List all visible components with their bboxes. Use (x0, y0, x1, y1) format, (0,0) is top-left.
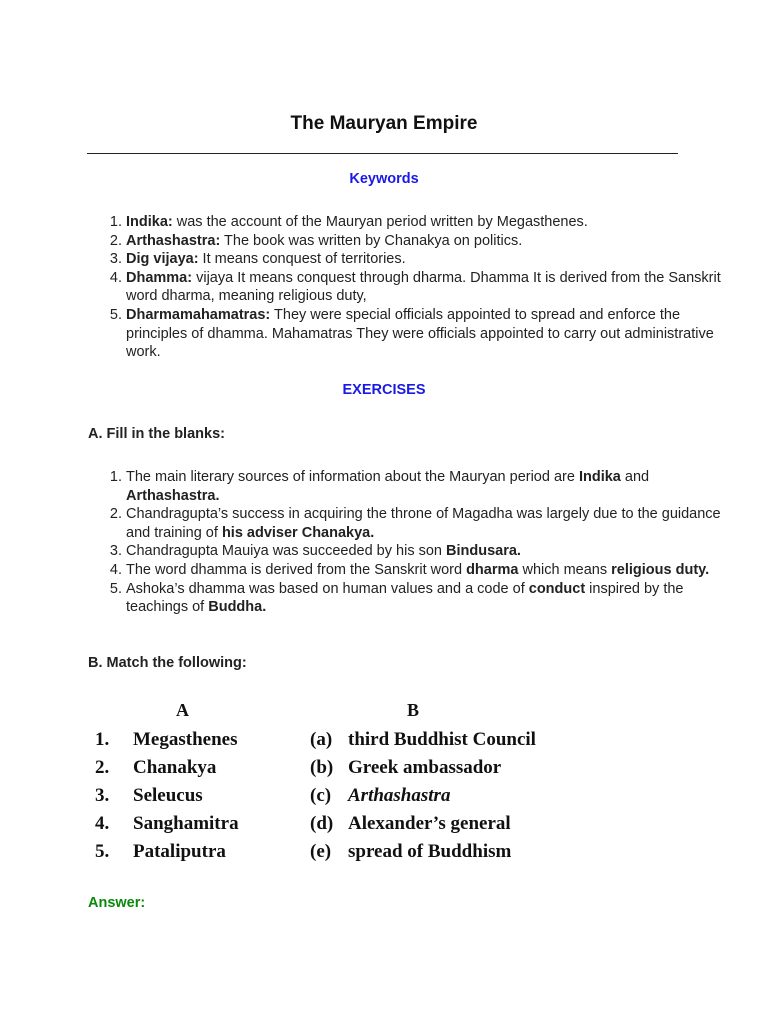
column-b-heading: B (407, 700, 420, 720)
column-a-item: Megasthenes (133, 729, 238, 750)
column-a-item: Pataliputra (133, 841, 226, 862)
keyword-term: Dhamma: (126, 269, 193, 286)
keyword-item (126, 269, 721, 306)
match-row (92, 841, 552, 869)
item-answer: his adviser Chanakya. (221, 524, 375, 541)
section-a-label: A. Fill in the blanks: (88, 426, 225, 442)
match-row (92, 757, 552, 785)
column-a-item: Seleucus (133, 785, 203, 806)
item-text: inspired by the teachings of (126, 580, 684, 616)
keyword-item (126, 306, 721, 362)
match-table-image (92, 700, 552, 872)
item-answer: dharma (466, 561, 519, 578)
row-letter: (c) (310, 785, 332, 806)
fill-blank-item (126, 505, 721, 542)
item-answer: Indika (578, 469, 621, 485)
fill-blank-item (126, 561, 721, 580)
column-b-item: third Buddhist Council (348, 729, 536, 750)
keyword-term: Indika: (126, 214, 173, 230)
fill-blank-item (126, 580, 721, 617)
match-row (92, 813, 552, 841)
row-letter: (d) (310, 813, 334, 834)
item-text: and (620, 469, 650, 485)
keyword-term: Dig vijaya: (126, 251, 199, 268)
row-number: 4. (95, 813, 110, 834)
row-letter: (e) (310, 841, 332, 862)
column-b-item: spread of Buddhism (348, 841, 512, 862)
answer-label: Answer: (88, 895, 146, 911)
keyword-term: Arthashastra: (126, 232, 221, 249)
keyword-text: was the account of the Mauryan period written by Megasthenes. (172, 214, 588, 230)
fill-blank-item (126, 468, 721, 505)
keyword-text: They were special officials appointed to spread and enforce the principles of dhamma. Mahamatras They were officials appointed to carry out administrative work. (126, 306, 714, 361)
item-answer: Buddha. (208, 599, 267, 616)
column-b-item: Greek ambassador (348, 757, 502, 778)
exercises-heading: EXERCISES (342, 382, 426, 398)
row-number: 1. (95, 729, 110, 750)
item-answer: conduct (528, 580, 586, 597)
column-b-item: Arthashastra (348, 785, 451, 806)
row-number: 2. (95, 757, 110, 778)
match-row (92, 785, 552, 813)
row-number: 3. (95, 785, 110, 806)
keywords-list (87, 213, 721, 362)
column-a-heading: A (176, 700, 189, 720)
keywords-heading: Keywords (349, 171, 419, 187)
section-b-label: B. Match the following: (88, 655, 247, 671)
keyword-text: vijaya It means conquest through dharma. Dhamma It is derived from the Sanskrit word dharma, meaning religious duty, (126, 269, 721, 305)
keyword-term: Dharmamahamatras: (126, 306, 271, 323)
item-text: Ashoka’s dhamma was based on human values and a code of (126, 580, 529, 597)
column-b-item: Alexander’s general (348, 813, 511, 834)
keyword-text: It means conquest of territories. (198, 251, 406, 268)
item-text: The main literary sources of information about the Mauryan period are (126, 469, 579, 485)
match-row (92, 729, 552, 757)
row-letter: (b) (310, 757, 334, 778)
item-answer: religious duty. (611, 561, 710, 578)
page-title: The Mauryan Empire (290, 113, 478, 134)
item-text: The word dhamma is derived from the Sanskrit word (126, 561, 467, 578)
item-answer: Bindusara. (446, 543, 521, 560)
row-number: 5. (95, 841, 110, 862)
item-text: Chandragupta Mauiya was succeeded by his son (126, 543, 446, 560)
fill-blanks-list (87, 468, 721, 617)
keyword-item (126, 232, 721, 251)
keyword-item (126, 213, 721, 232)
row-letter: (a) (310, 729, 333, 750)
item-text: which means (518, 561, 612, 578)
item-answer: Arthashastra. (126, 487, 220, 504)
title-divider (87, 153, 678, 154)
item-text: Chandragupta’s success in acquiring the throne of Magadha was largely due to the guidance and training of (126, 506, 721, 541)
column-a-item: Sanghamitra (133, 813, 239, 834)
keyword-item (126, 250, 721, 269)
fill-blank-item (126, 542, 721, 561)
keyword-text: The book was written by Chanakya on politics. (220, 232, 523, 249)
column-a-item: Chanakya (133, 757, 217, 778)
